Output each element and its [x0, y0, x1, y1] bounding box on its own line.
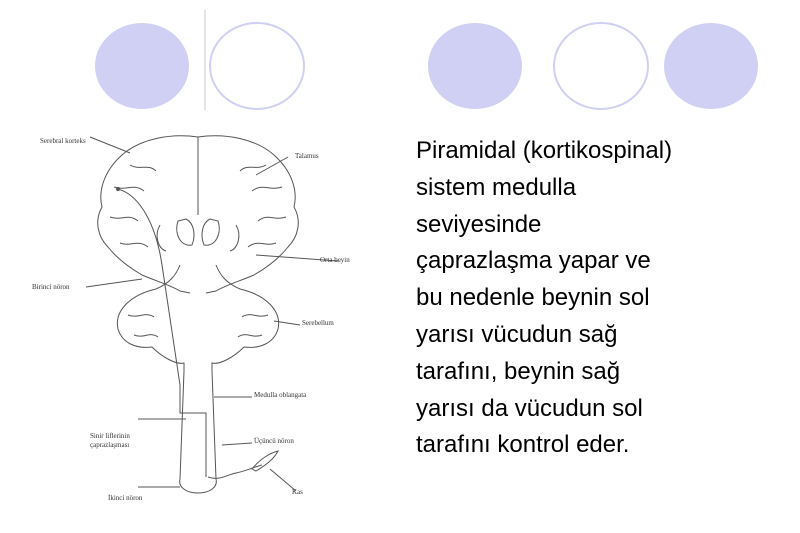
spinal-cord: [180, 371, 217, 493]
decor-circle-filled: [428, 23, 522, 109]
text-line: tarafını kontrol eder.: [416, 431, 630, 459]
cerebellum: [117, 289, 278, 371]
text-line: tarafını, beynin sağ: [416, 357, 621, 385]
label-kas: Kas: [292, 488, 303, 496]
first-neuron-path: [118, 189, 206, 477]
label-sinir-lifleri-1: Sinir liflerinin: [90, 432, 130, 440]
label-medulla-oblangata: Medulla oblangata: [254, 391, 307, 399]
text-line: Piramidal (kortikospinal): [416, 137, 673, 164]
header-decoration: [0, 0, 800, 120]
decor-circle-outline: [554, 23, 648, 109]
decor-circle-outline: [210, 23, 304, 109]
text-line: yarısı da vücudun sol: [416, 394, 643, 422]
text-line: yarısı vücudun sağ: [416, 320, 618, 348]
label-talamus: Talamus: [295, 152, 319, 160]
text-line: seviyesinde: [416, 210, 542, 238]
label-sinir-lifleri-2: çaprazlaşması: [90, 441, 130, 449]
text-line: bu nedenle beynin sol: [416, 284, 650, 312]
label-ikinci-noron: İkinci nöron: [108, 494, 143, 502]
text-line: sistem medulla: [416, 173, 577, 201]
text-line: çaprazlaşma yapar ve: [416, 247, 651, 275]
muscle: [252, 451, 278, 471]
label-serebellum: Serebellum: [302, 319, 334, 327]
thalamus: [177, 219, 219, 245]
description-text: [398, 133, 758, 464]
label-birinci-noron: Birinci nöron: [32, 283, 70, 291]
pyramidal-tract-diagram: [30, 125, 370, 525]
decor-circle-filled: [664, 23, 758, 109]
label-ucuncu-noron: Üçüncü nöron: [254, 437, 294, 445]
label-serebral-korteks: Serebral korteks: [40, 137, 86, 145]
decor-circle-filled: [95, 23, 189, 109]
label-orta-beyin: Orta beyin: [320, 256, 350, 264]
